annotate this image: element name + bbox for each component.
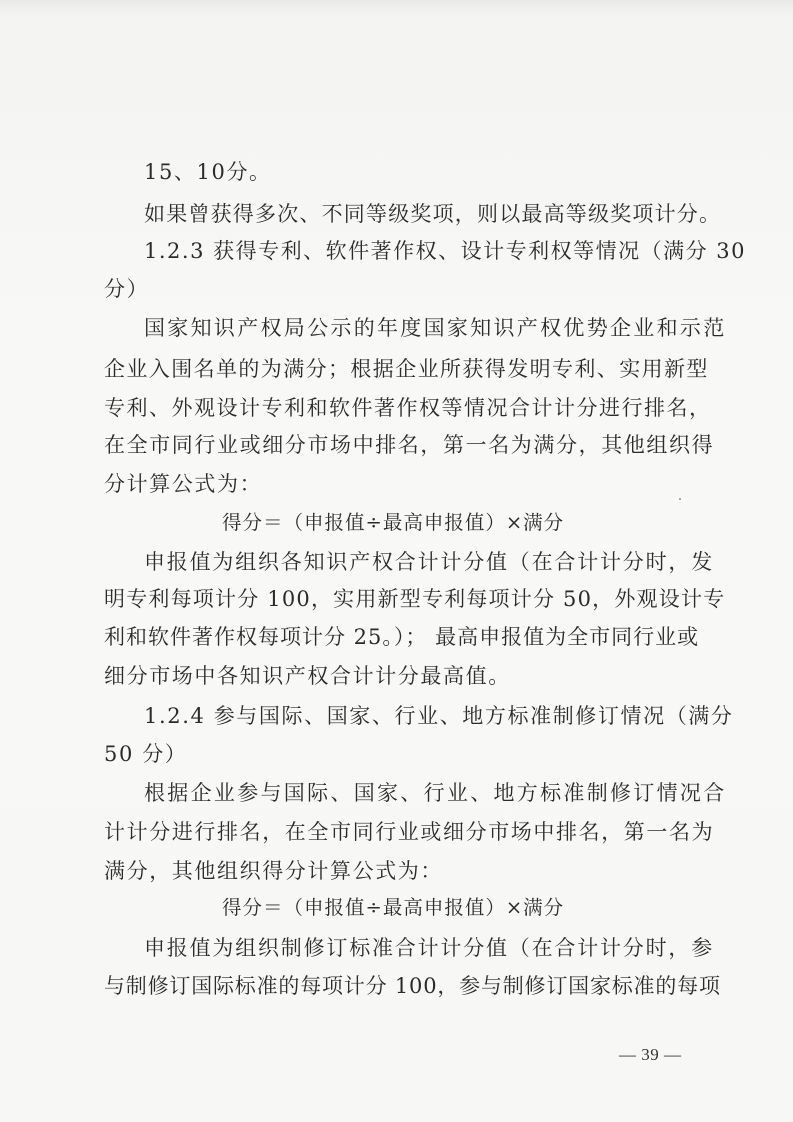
text-line-4: 分） [104,277,150,301]
text-line-7: 专利、外观设计专利和软件著作权等情况合计计分进行排名， [104,396,712,420]
text-line-12: 明专利每项计分 100，实用新型专利每项计分 50，外观设计专 [104,587,726,611]
formula-1: 得分＝（申报值÷最高申报值）×满分 [222,511,565,534]
text-line-17: 根据企业参与国际、国家、行业、地方标准制修订情况合 [144,781,727,805]
text-line-11: 申报值为组织各知识产权合计计分值（在合计计分时，发 [144,550,714,574]
text-line-9: 分计算公式为： [104,472,263,496]
text-line-21: 申报值为组织制修订标准合计计分值（在合计计分时，参 [144,936,714,960]
text-line-8: 在全市同行业或细分市场中排名，第一名为满分，其他组织得 [104,433,715,457]
text-line-22: 与制修订国际标准的每项计分 100，参与制修订国家标准的每项 [104,974,721,998]
text-line-6: 企业入围名单的为满分；根据企业所获得发明专利、实用新型 [104,357,709,381]
text-line-16: 50 分） [104,742,188,766]
text-line-1: 15、10分。 [144,160,272,184]
text-line-14: 细分市场中各知识产权合计计分最高值。 [104,664,511,688]
text-line-5: 国家知识产权局公示的年度国家知识产权优势企业和示范 [144,316,727,340]
text-line-2: 如果曾获得多次、不同等级奖项，则以最高等级奖项计分。 [144,202,722,226]
section-heading-1-2-3: 1.2.3 获得专利、软件著作权、设计专利权等情况（满分 30 [144,239,747,263]
text-line-13: 利和软件著作权每项计分 25。）； 最高申报值为全市同行业或 [104,625,700,649]
text-line-19: 满分，其他组织得分计算公式为： [104,859,443,883]
page-number: — 39 — [619,1045,682,1064]
text-line-18: 计计分进行排名，在全市同行业或细分市场中排名，第一名为 [104,820,715,844]
formula-2: 得分＝（申报值÷最高申报值）×满分 [222,896,565,919]
section-heading-1-2-4: 1.2.4 参与国际、国家、行业、地方标准制修订情况（满分 [144,704,734,728]
scan-speck [679,498,681,500]
scan-shadow [0,0,793,14]
